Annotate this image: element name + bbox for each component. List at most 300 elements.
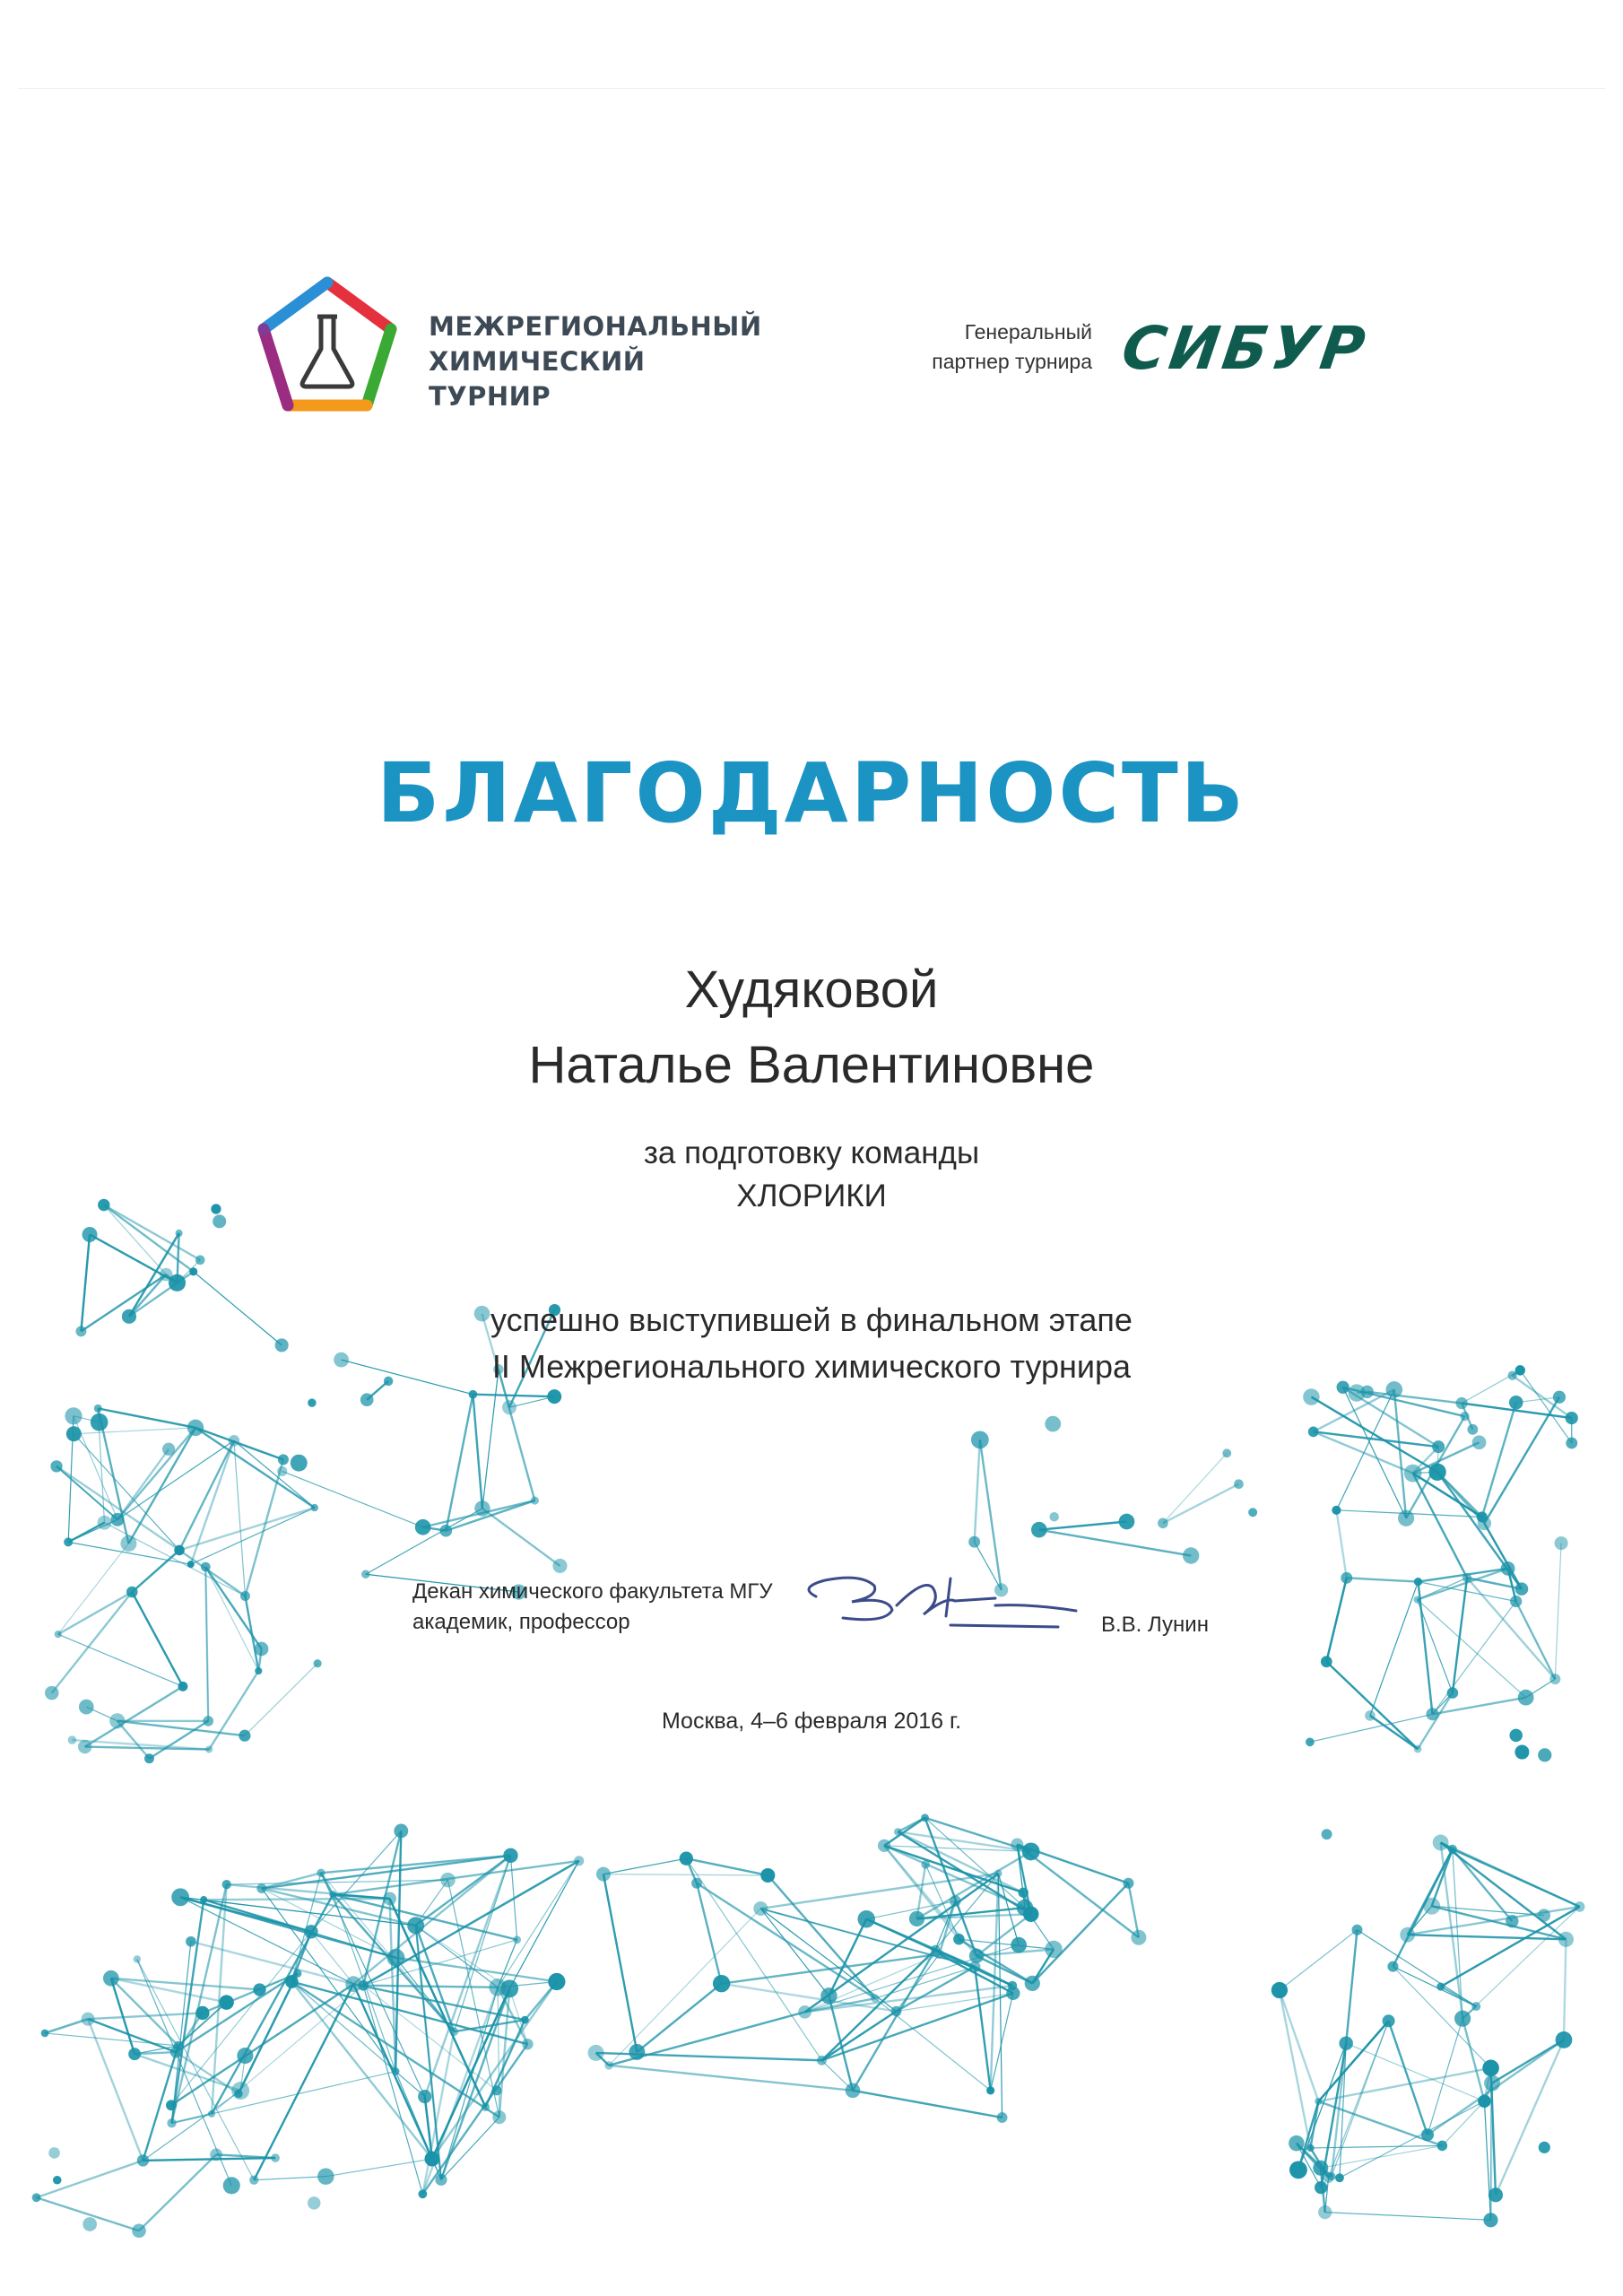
network-edge <box>143 2091 240 2161</box>
network-edge <box>473 1395 482 1509</box>
network-node <box>986 2086 994 2094</box>
network-node <box>1323 2172 1333 2183</box>
network-node <box>1339 2036 1352 2049</box>
network-node <box>1455 1397 1467 1409</box>
network-node <box>66 1426 82 1441</box>
network-edge <box>603 1874 637 2052</box>
network-edge <box>74 1428 195 1434</box>
network-node <box>187 1561 195 1568</box>
network-node <box>1404 1465 1422 1483</box>
network-edge <box>482 1370 499 1509</box>
network-node <box>293 1970 301 1978</box>
achievement-line: успешно выступившей в финальном этапе <box>490 1301 1133 1338</box>
network-node <box>278 1454 289 1465</box>
network-node <box>253 1983 265 1996</box>
reason-text: за подготовку команды <box>643 1135 980 1170</box>
network-node <box>137 2154 149 2166</box>
network-node <box>1501 1561 1515 1576</box>
network-node <box>1549 1674 1560 1684</box>
network-edge <box>1428 2019 1462 2135</box>
network-node <box>53 2176 61 2184</box>
flask-pentagon-icon <box>251 274 404 426</box>
network-edge <box>1564 1939 1566 2039</box>
network-edge <box>179 1440 234 1550</box>
network-node <box>871 1994 880 2003</box>
recipient-given-names: Наталье Валентиновне <box>528 1036 1095 1094</box>
network-node <box>415 1519 431 1535</box>
network-node <box>691 1878 702 1889</box>
network-node <box>1352 1925 1363 1935</box>
general-partner <box>888 314 1426 395</box>
network-node <box>210 2148 222 2161</box>
network-node <box>219 1995 234 2010</box>
network-node <box>144 1753 154 1763</box>
network-edge <box>1310 2145 1442 2148</box>
network-node <box>1400 1927 1415 1943</box>
network-node <box>1158 1518 1168 1528</box>
network-node <box>1332 1506 1341 1515</box>
network-edge <box>132 1550 179 1592</box>
place-and-date: Москва, 4–6 февраля 2016 г. <box>661 1709 962 1734</box>
network-node <box>128 2048 141 2060</box>
network-node <box>680 1852 693 1866</box>
network-node <box>229 1435 240 1447</box>
network-node <box>1222 1448 1231 1457</box>
network-node <box>237 2048 253 2064</box>
network-node <box>1421 2128 1434 2141</box>
network-node <box>256 1883 266 1893</box>
network-node <box>596 1867 611 1882</box>
network-node <box>314 1659 322 1667</box>
network-node <box>1045 1416 1061 1432</box>
network-node <box>103 1970 119 1987</box>
network-node <box>798 2005 812 2019</box>
top-rule <box>18 88 1605 89</box>
partner-label-line: Генеральный <box>964 320 1092 344</box>
network-node <box>513 1935 521 1944</box>
network-node <box>1478 1517 1491 1530</box>
network-node <box>1556 2031 1573 2048</box>
network-edge <box>603 1858 686 1874</box>
network-node <box>713 1975 730 1992</box>
network-node <box>126 1587 138 1598</box>
network-node <box>469 1390 478 1399</box>
network-node <box>953 1934 965 1945</box>
network-node <box>1575 1901 1585 1912</box>
network-edge <box>1484 1397 1559 1524</box>
network-edge <box>454 2020 525 2031</box>
network-node <box>1566 1438 1577 1449</box>
network-node <box>1566 1412 1578 1424</box>
network-edge <box>432 1981 557 2159</box>
network-edge <box>975 1967 991 2091</box>
network-node <box>1414 1596 1421 1603</box>
sibur-logo: СИБУР <box>1117 314 1373 383</box>
network-edge <box>603 1874 768 1875</box>
network-node <box>1019 1888 1028 1898</box>
network-node <box>1119 1514 1135 1530</box>
network-node <box>82 1227 98 1242</box>
network-edge <box>37 2161 143 2197</box>
network-node <box>1471 2002 1480 2011</box>
network-edge <box>104 1523 245 1596</box>
network-edge <box>58 1592 133 1634</box>
network-node <box>1248 1508 1257 1517</box>
network-node <box>1436 1983 1445 1991</box>
network-node <box>1303 1388 1319 1405</box>
network-edge <box>1163 1484 1238 1524</box>
network-node <box>111 1513 125 1526</box>
network-node <box>1538 1748 1551 1761</box>
network-node <box>186 1936 196 1947</box>
network-node <box>120 1535 136 1552</box>
handwritten-signature <box>789 1561 1112 1641</box>
network-edge <box>482 1509 560 1566</box>
network-node <box>255 1667 262 1674</box>
network-edge <box>1280 1930 1358 1990</box>
tournament-name <box>429 309 762 414</box>
network-node <box>997 2112 1008 2123</box>
network-edge <box>1389 2021 1428 2135</box>
recipient-name <box>0 952 1623 1103</box>
network-node <box>1447 1687 1459 1699</box>
tournament-name-line: МЕЖРЕГИОНАЛЬНЫЙ <box>429 311 762 342</box>
network-node <box>435 2174 447 2186</box>
network-node <box>392 2067 400 2075</box>
network-node <box>1234 1479 1244 1489</box>
network-edge <box>1329 2021 1389 2177</box>
network-node <box>1414 1578 1422 1586</box>
network-node <box>521 2016 529 2024</box>
network-node <box>820 1987 837 2004</box>
network-node <box>1478 2095 1491 2109</box>
network-node <box>68 1735 77 1744</box>
network-node <box>474 1500 490 1516</box>
network-node <box>1335 2173 1344 2182</box>
network-edge <box>117 1428 195 1519</box>
network-node <box>424 2152 439 2167</box>
network-node <box>134 1955 141 1962</box>
network-edge <box>1408 1935 1567 1939</box>
network-node <box>1031 1522 1047 1538</box>
network-node <box>1472 1435 1487 1449</box>
network-edge <box>1370 1582 1419 1716</box>
achievement-text <box>0 1297 1623 1390</box>
network-node <box>195 2006 209 2020</box>
network-node <box>921 1860 930 1869</box>
network-node <box>308 2196 321 2210</box>
network-edge <box>916 1865 925 1919</box>
network-node <box>760 1868 775 1883</box>
network-edge <box>363 1986 498 1987</box>
network-edge <box>45 2033 178 2046</box>
network-edge <box>205 1567 258 1671</box>
network-edge <box>1340 2101 1484 2178</box>
network-node <box>1045 1941 1062 1958</box>
network-node <box>891 2006 902 2017</box>
network-node <box>255 1642 269 1657</box>
network-node <box>1315 2098 1322 2105</box>
network-edge <box>637 1984 721 2052</box>
network-edge <box>234 1440 315 1508</box>
network-node <box>522 2039 533 2049</box>
network-node <box>1306 1737 1315 1746</box>
network-node <box>1558 1932 1574 1947</box>
network-node <box>1289 2135 1305 2152</box>
network-node <box>55 1631 62 1638</box>
network-node <box>500 1979 518 1997</box>
network-node <box>1341 1572 1352 1584</box>
network-node <box>971 1431 989 1448</box>
network-edge <box>446 1395 473 1531</box>
partner-label-line: партнер турнира <box>932 350 1092 373</box>
network-node <box>531 1496 539 1504</box>
network-node <box>1315 2181 1327 2194</box>
network-node <box>167 2118 176 2127</box>
network-edge <box>1163 1453 1227 1523</box>
network-edge <box>191 1508 315 1564</box>
network-node <box>78 1740 91 1753</box>
position-line: академик, профессор <box>412 1610 630 1634</box>
recipient-surname: Худяковой <box>684 961 939 1019</box>
network-node <box>1483 2213 1497 2227</box>
network-node <box>1538 1909 1550 1921</box>
network-node <box>969 1949 984 1963</box>
network-edge <box>853 1950 935 2091</box>
network-node <box>1049 1512 1058 1521</box>
network-node <box>361 1570 369 1578</box>
team-name: ХЛОРИКИ <box>736 1178 887 1213</box>
network-edge <box>1347 1578 1419 1581</box>
network-edge <box>1393 1967 1490 2068</box>
network-edge <box>1280 1990 1311 2148</box>
network-node <box>82 2013 95 2026</box>
network-node <box>1484 2075 1500 2092</box>
network-edge <box>254 1984 353 2180</box>
network-node <box>1022 1843 1040 1861</box>
network-edge <box>1408 1849 1453 1935</box>
network-node <box>1467 1424 1478 1435</box>
network-node <box>846 2083 861 2099</box>
network-node <box>817 2056 827 2066</box>
network-node <box>383 1892 396 1906</box>
network-node <box>94 1405 102 1413</box>
network-node <box>1488 2187 1503 2202</box>
network-node <box>894 1828 902 1836</box>
network-node <box>909 1911 924 1926</box>
network-node <box>249 2176 258 2185</box>
network-edge <box>171 1932 311 2106</box>
tournament-logo <box>251 274 762 439</box>
network-node <box>482 2103 490 2111</box>
network-node <box>547 1389 561 1404</box>
tournament-name-line: ХИМИЧЕСКИЙ <box>429 346 646 377</box>
network-node <box>1553 1391 1566 1404</box>
network-edge <box>1346 1930 1357 2043</box>
network-node <box>329 1891 336 1898</box>
network-edge <box>98 1408 195 1427</box>
network-node <box>934 1950 944 1960</box>
network-edge <box>1555 1544 1561 1679</box>
network-node <box>1322 1829 1332 1839</box>
network-node <box>1321 1656 1332 1667</box>
network-node <box>189 1267 197 1275</box>
network-edge <box>925 1818 977 1956</box>
network-node <box>222 1880 231 1889</box>
network-edge <box>1462 2019 1484 2101</box>
network-node <box>1398 1510 1414 1526</box>
network-node <box>132 2223 146 2238</box>
network-node <box>1387 1961 1398 1972</box>
network-node <box>1383 2014 1395 2027</box>
signatory-name: В.В. Лунин <box>1101 1613 1209 1637</box>
partner-label <box>932 317 1092 377</box>
network-node <box>387 1949 405 1967</box>
network-edge <box>139 2154 216 2231</box>
network-edge <box>1484 2101 1490 2221</box>
network-node <box>604 2061 613 2070</box>
network-edge <box>254 2177 325 2180</box>
network-node <box>548 1973 565 1990</box>
network-edge <box>1484 1523 1522 1588</box>
network-node <box>629 2044 645 2060</box>
network-node <box>308 1398 316 1406</box>
network-node <box>271 2153 280 2162</box>
network-node <box>240 1591 250 1601</box>
network-node <box>503 1848 517 1863</box>
network-edge <box>321 1856 511 1873</box>
position-line: Декан химического факультета МГУ <box>412 1579 773 1604</box>
network-node <box>1011 1838 1023 1850</box>
network-node <box>98 1516 112 1530</box>
network-edge <box>179 1508 315 1550</box>
network-node <box>223 2177 240 2194</box>
network-node <box>1308 1427 1319 1438</box>
network-edge <box>128 1428 195 1544</box>
network-node <box>574 1856 584 1866</box>
network-node <box>1462 1573 1471 1582</box>
network-node <box>1515 1745 1529 1760</box>
network-node <box>166 2100 177 2110</box>
network-node <box>1289 2161 1307 2179</box>
network-edge <box>1467 1578 1555 1679</box>
network-node <box>753 1901 768 1916</box>
network-node <box>200 1896 207 1903</box>
network-node <box>82 2217 97 2231</box>
network-node <box>1448 1845 1457 1854</box>
network-node <box>65 1407 82 1424</box>
network-node <box>1025 1976 1040 1991</box>
network-edge <box>1032 1883 1128 1984</box>
network-node <box>64 1537 73 1546</box>
network-node <box>317 2168 334 2184</box>
network-node <box>1509 1396 1523 1410</box>
network-edge <box>686 1858 768 1875</box>
network-node <box>1423 1898 1440 1915</box>
network-node <box>195 1256 205 1265</box>
signatory-position <box>412 1577 773 1638</box>
network-node <box>178 1682 188 1692</box>
network-edge <box>172 1942 191 2123</box>
network-node <box>277 1466 287 1476</box>
network-node <box>50 1460 62 1472</box>
network-node <box>1437 2141 1448 2152</box>
network-node <box>968 1536 980 1548</box>
network-edge <box>975 1439 980 1542</box>
tournament-name-line: ТУРНИР <box>429 381 551 412</box>
network-node <box>48 2147 60 2159</box>
network-edge <box>191 1942 353 1984</box>
network-node <box>418 2189 427 2198</box>
network-node <box>502 1400 516 1414</box>
network-node <box>91 1413 108 1431</box>
award-reason <box>0 1132 1623 1218</box>
network-edge <box>1453 1578 1467 1692</box>
network-node <box>921 1813 929 1822</box>
network-edge <box>291 1982 432 2159</box>
network-node <box>491 2085 501 2095</box>
network-node <box>162 1443 175 1456</box>
network-edge <box>1442 2101 1484 2146</box>
network-edge <box>179 1550 245 1596</box>
network-edge <box>1326 1578 1346 1661</box>
network-edge <box>1336 1510 1346 1578</box>
network-node <box>1306 2144 1314 2152</box>
network-edge <box>697 1883 722 1984</box>
network-edge <box>1336 1389 1393 1509</box>
network-node <box>1006 1987 1020 2000</box>
network-node <box>1017 1900 1034 1917</box>
network-edge <box>853 2091 1002 2118</box>
network-edge <box>498 1987 499 2118</box>
network-node <box>439 1525 452 1537</box>
network-node <box>1482 2059 1499 2076</box>
document-title: БЛАГОДАРНОСТЬ <box>377 745 1246 841</box>
network-node <box>360 1393 374 1406</box>
network-node <box>492 2110 506 2124</box>
network-node <box>205 1745 213 1752</box>
network-node <box>418 2090 431 2103</box>
network-node <box>1131 1930 1146 1945</box>
network-edge <box>1413 1474 1467 1578</box>
network-node <box>32 2193 41 2202</box>
network-edge <box>117 1449 169 1520</box>
network-edge <box>1128 1883 1138 1938</box>
network-node <box>1555 1536 1568 1550</box>
network-node <box>171 1888 189 1906</box>
network-edge <box>1325 2213 1491 2221</box>
network-node <box>41 2030 49 2038</box>
network-node <box>394 1824 408 1839</box>
network-edge <box>234 1440 246 1596</box>
network-edge <box>1437 1472 1482 1517</box>
network-node <box>201 1562 211 1572</box>
network-node <box>174 1545 185 1556</box>
network-node <box>1271 1982 1288 1998</box>
network-edge <box>245 1596 258 1672</box>
network-node <box>304 1925 317 1938</box>
network-node <box>1433 1835 1449 1851</box>
network-node <box>1515 1582 1529 1596</box>
achievement-line: II Межрегионального химического турнира <box>491 1348 1132 1385</box>
network-node <box>1123 1878 1133 1889</box>
network-edge <box>325 2159 432 2177</box>
network-edge <box>56 1466 117 1519</box>
network-edge <box>45 2019 88 2033</box>
network-node <box>45 1686 58 1700</box>
network-node <box>231 2082 249 2100</box>
network-node <box>176 1230 183 1237</box>
